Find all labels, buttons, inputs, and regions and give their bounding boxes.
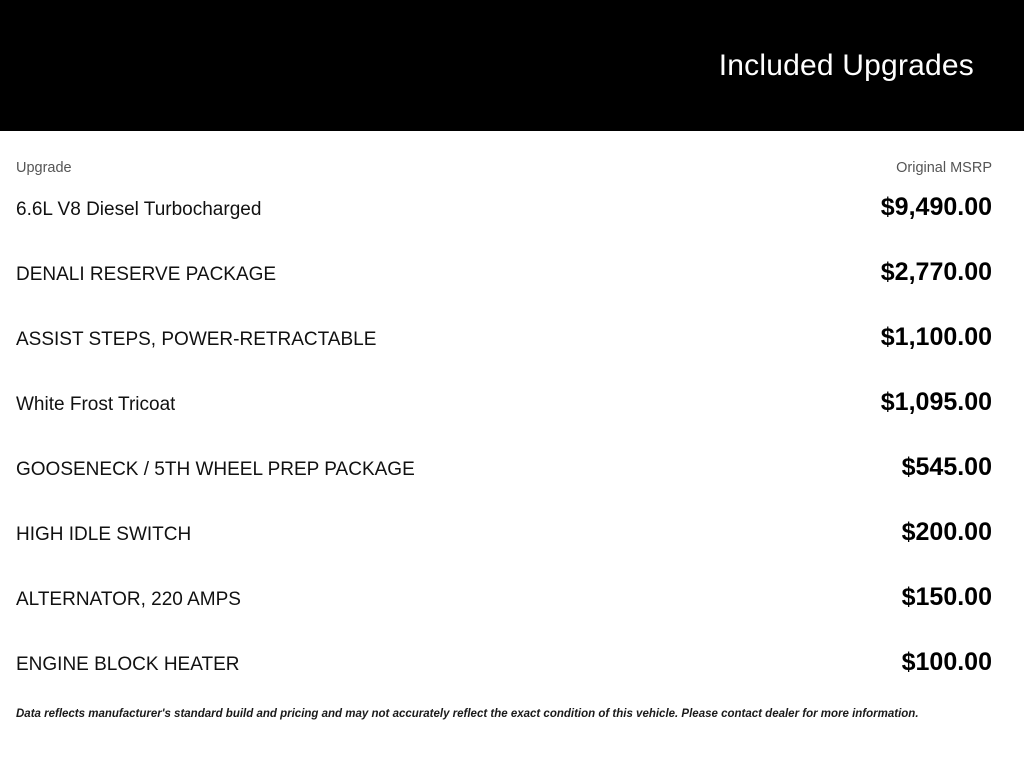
page-header (0, 0, 1024, 131)
upgrade-price: $2,770.00 (880, 258, 992, 286)
disclaimer-text: Data reflects manufacturer's standard build and pricing and may not accurately reflect the exact condition of this vehicle. Please contact dealer for more information. (16, 708, 919, 720)
table-row (16, 311, 992, 376)
table-row (16, 441, 992, 506)
upgrades-content (0, 131, 1024, 768)
upgrade-price: $9,490.00 (880, 193, 992, 221)
upgrade-name: ALTERNATOR, 220 AMPS (16, 589, 241, 610)
table-row (16, 246, 992, 311)
table-row (16, 506, 992, 571)
table-row (16, 181, 992, 246)
upgrade-name: ENGINE BLOCK HEATER (16, 654, 240, 675)
table-header-row (16, 160, 992, 176)
upgrades-list (16, 181, 992, 701)
upgrade-name: 6.6L V8 Diesel Turbocharged (16, 199, 262, 220)
upgrade-name: HIGH IDLE SWITCH (16, 524, 192, 545)
upgrade-price: $100.00 (901, 648, 992, 676)
table-row (16, 571, 992, 636)
upgrade-name: DENALI RESERVE PACKAGE (16, 264, 277, 285)
upgrade-price: $150.00 (901, 583, 992, 611)
column-header-msrp: Original MSRP (896, 160, 992, 176)
upgrade-name: GOOSENECK / 5TH WHEEL PREP PACKAGE (16, 459, 415, 480)
table-row (16, 636, 992, 701)
upgrade-price: $545.00 (901, 453, 992, 481)
upgrade-price: $1,100.00 (880, 323, 992, 351)
upgrade-name: White Frost Tricoat (16, 394, 176, 415)
page-title: Included Upgrades (718, 48, 974, 82)
upgrade-name: ASSIST STEPS, POWER-RETRACTABLE (16, 329, 377, 350)
column-header-upgrade: Upgrade (16, 160, 72, 176)
upgrade-price: $1,095.00 (880, 388, 992, 416)
table-row (16, 376, 992, 441)
upgrade-price: $200.00 (901, 518, 992, 546)
